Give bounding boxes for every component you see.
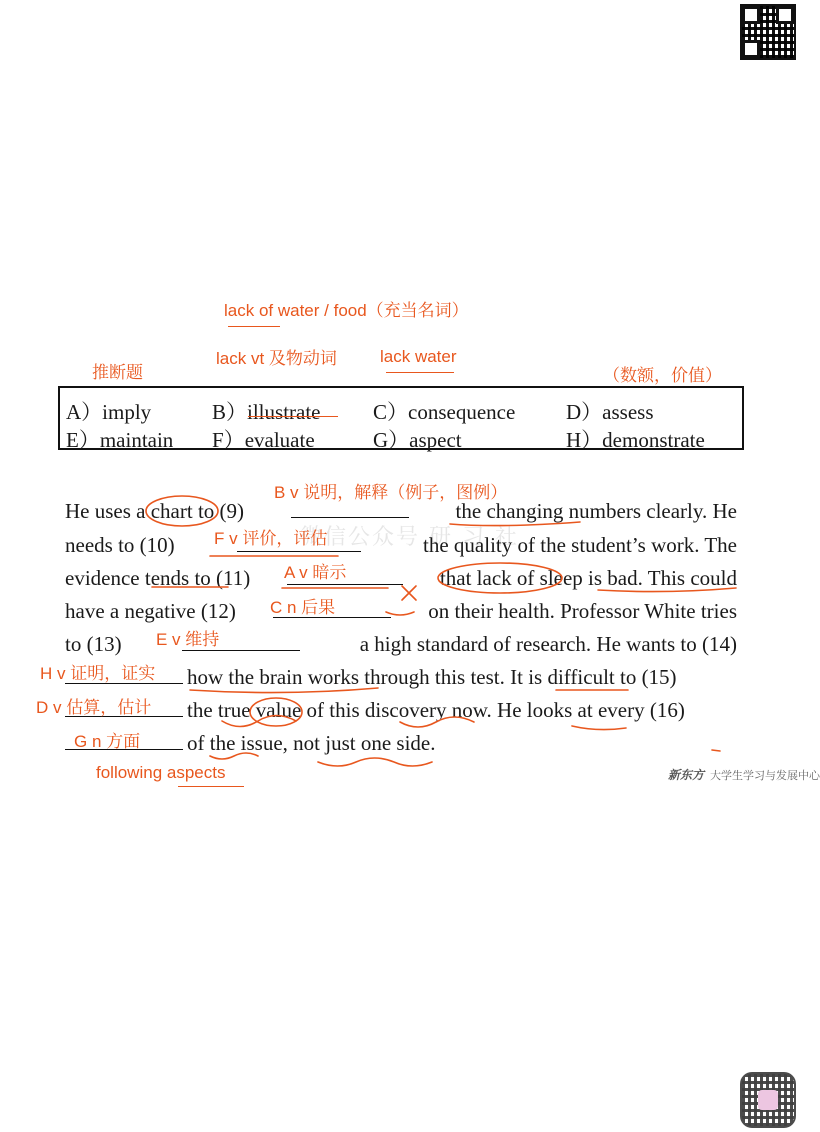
passage-line-6: how the brain works through this test. It is difficult to (15) [65, 661, 737, 695]
annotation-answer-11: A v 暗示 [284, 563, 347, 582]
option-b: B）illustrate [212, 400, 321, 424]
wave-not-just [318, 758, 432, 766]
underline-looks-at [572, 726, 626, 730]
passage-line-3: evidence tends to (11) that lack of sleep is bad. This could [65, 562, 737, 596]
watermark: 微信公众号 研 习 社 [300, 525, 519, 550]
passage-line-8: of the issue, not just one side. [65, 727, 737, 761]
annotation-answer-10: F v 评价，评估 [214, 529, 328, 548]
underline-this-could [598, 588, 736, 592]
annotation-answer-16: G n 方面 [74, 732, 141, 751]
annotation-answer-14: H v 证明，证实 [40, 664, 156, 683]
small-mark [712, 750, 720, 751]
annotation-answer-15: D v 估算，估计 [36, 698, 152, 717]
brand-logo: 新东方 大学生学习与发展中心 [668, 768, 820, 782]
underline-changing-numbers [450, 522, 580, 526]
option-d: D）assess [566, 400, 654, 424]
annotation-answer-12: C n 后果 [270, 598, 336, 617]
annotation-lack-noun: lack of water / food（充当名词） [224, 301, 469, 320]
annotation-value-meaning: （数额，价值） [603, 366, 722, 385]
passage-line-7: the true value of this discovery now. He looks at every (16) [65, 694, 737, 728]
annotation-answer-13: E v 维持 [156, 630, 220, 649]
option-h: H）demonstrate [566, 428, 705, 452]
circle-a-chart [146, 496, 218, 526]
circle-value [250, 698, 302, 726]
passage-line-4: have a negative (12) on their health. Professor White tries [65, 595, 737, 629]
passage-line-2: needs to (10) the quality of the student’s work. The [65, 529, 737, 563]
underline-brain-works [190, 688, 378, 693]
passage-line-5: to (13) a high standard of research. He wants to (14) [65, 628, 737, 662]
annotation-lack-verb: lack vt 及物动词 [216, 349, 337, 368]
option-g: G）aspect [373, 428, 462, 452]
wave-discovery [400, 717, 474, 727]
option-e: E）maintain [66, 428, 174, 452]
option-c: C）consequence [373, 400, 516, 424]
annotation-lack-water: lack water [380, 347, 457, 366]
wave-the [210, 753, 258, 759]
circle-lack-of-sleep [438, 563, 562, 593]
option-a: A）imply [66, 400, 152, 424]
annotation-inference: 推断题 [92, 363, 143, 382]
mark-on [386, 612, 414, 615]
annotation-following-aspects: following aspects [96, 763, 226, 782]
passage-line-1: He uses a chart to (9) the changing numbers clearly. He [65, 495, 737, 529]
option-f: F）evaluate [212, 428, 315, 452]
cross-mark [402, 586, 416, 600]
annotation-answer-9: B v 说明，解释（例子，图例） [274, 483, 508, 502]
